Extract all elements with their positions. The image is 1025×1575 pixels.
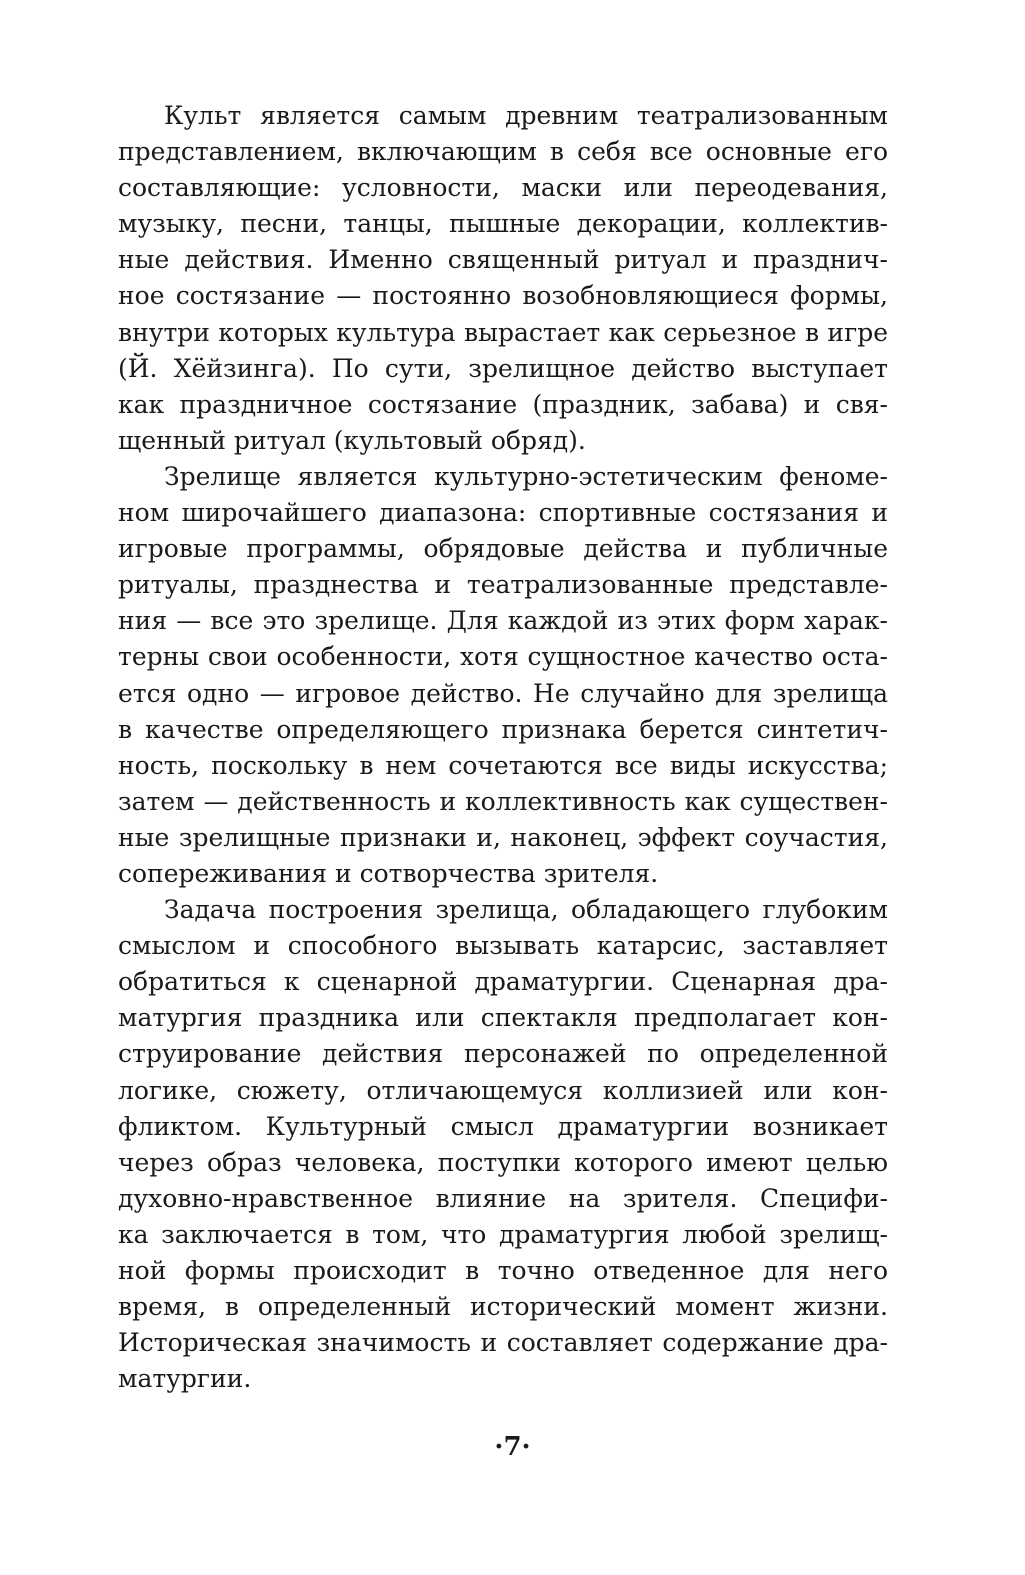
paragraph-3 (118, 892, 888, 1397)
text-line: ные зрелищные признаки и, наконец, эффект соучастия, (118, 822, 888, 852)
text-line: щенный ритуал (культовый обряд). (118, 425, 586, 455)
text-line: ка заключается в том, что драматургия любой зрелищ- (118, 1219, 888, 1249)
text-line: ритуалы, празднества и театрализованные представле- (118, 570, 888, 600)
text-line: ется одно — игровое действо. Не случайно для зрелища (118, 678, 888, 708)
text-line: ность, поскольку в нем сочетаются все виды искусства; (118, 750, 888, 780)
text-line: ной формы происходит в точно отведенное для него (118, 1256, 888, 1285)
text-line: Зрелище является культурно-эстетическим феноме- (164, 461, 888, 491)
text-line: духовно-нравственное влияние на зрителя. Специфи- (118, 1183, 888, 1213)
text-line: обратиться к сценарной драматургии. Сценарная дра- (118, 967, 888, 997)
text-line: ния — все это зрелище. Для каждой из этих форм харак- (118, 606, 888, 636)
page-body (118, 98, 888, 1397)
text-line: затем — действенность и коллективность как существен- (118, 786, 888, 816)
text-line: (Й. Хёйзинга). По сути, зрелищное действо выступает (118, 353, 888, 383)
text-line: через образ человека, поступки которого имеют целью (118, 1147, 888, 1177)
text-line: смыслом и способного вызывать катарсис, заставляет (118, 931, 888, 961)
text-line: составляющие: условности, маски или переодевания, (118, 173, 888, 203)
text-line: представлением, включающим в себя все основные его (118, 137, 888, 167)
text-line: Историческая значимость и составляет содержание дра- (118, 1328, 888, 1358)
paragraph-1 (118, 98, 888, 459)
paragraph-2 (118, 459, 888, 892)
text-line: внутри которых культура вырастает как серьезное в игре (118, 317, 888, 347)
text-line: игровые программы, обрядовые действа и публичные (118, 534, 888, 564)
text-line: логике, сюжету, отличающемуся коллизией или кон- (118, 1075, 888, 1105)
text-line: музыку, песни, танцы, пышные декорации, коллектив- (118, 209, 888, 239)
text-line: Культ является самым древним театрализованным (164, 101, 888, 130)
text-line: сопереживания и сотворчества зрителя. (118, 858, 659, 888)
text-line: ные действия. Именно священный ритуал и празднич- (118, 245, 888, 275)
text-line: струирование действия персонажей по определенной (118, 1039, 888, 1069)
page-number: ·7· (494, 1432, 531, 1462)
text-line: терны свои особенности, хотя сущностное качество оста- (118, 642, 888, 672)
text-line: ное состязание — постоянно возобновляющиеся формы, (118, 281, 888, 311)
text-line: ном широчайшего диапазона: спортивные состязания и (118, 498, 888, 528)
text-line: фликтом. Культурный смысл драматургии возникает (118, 1111, 888, 1141)
text-line: матургия праздника или спектакля предполагает кон- (118, 1003, 888, 1033)
text-line: Задача построения зрелища, обладающего глубоким (164, 895, 888, 925)
text-line: матургии. (118, 1364, 252, 1394)
text-line: как праздничное состязание (праздник, забава) и свя- (118, 389, 888, 419)
text-line: время, в определенный исторический момент жизни. (118, 1292, 888, 1322)
text-line: в качестве определяющего признака берется синтетич- (118, 714, 888, 744)
